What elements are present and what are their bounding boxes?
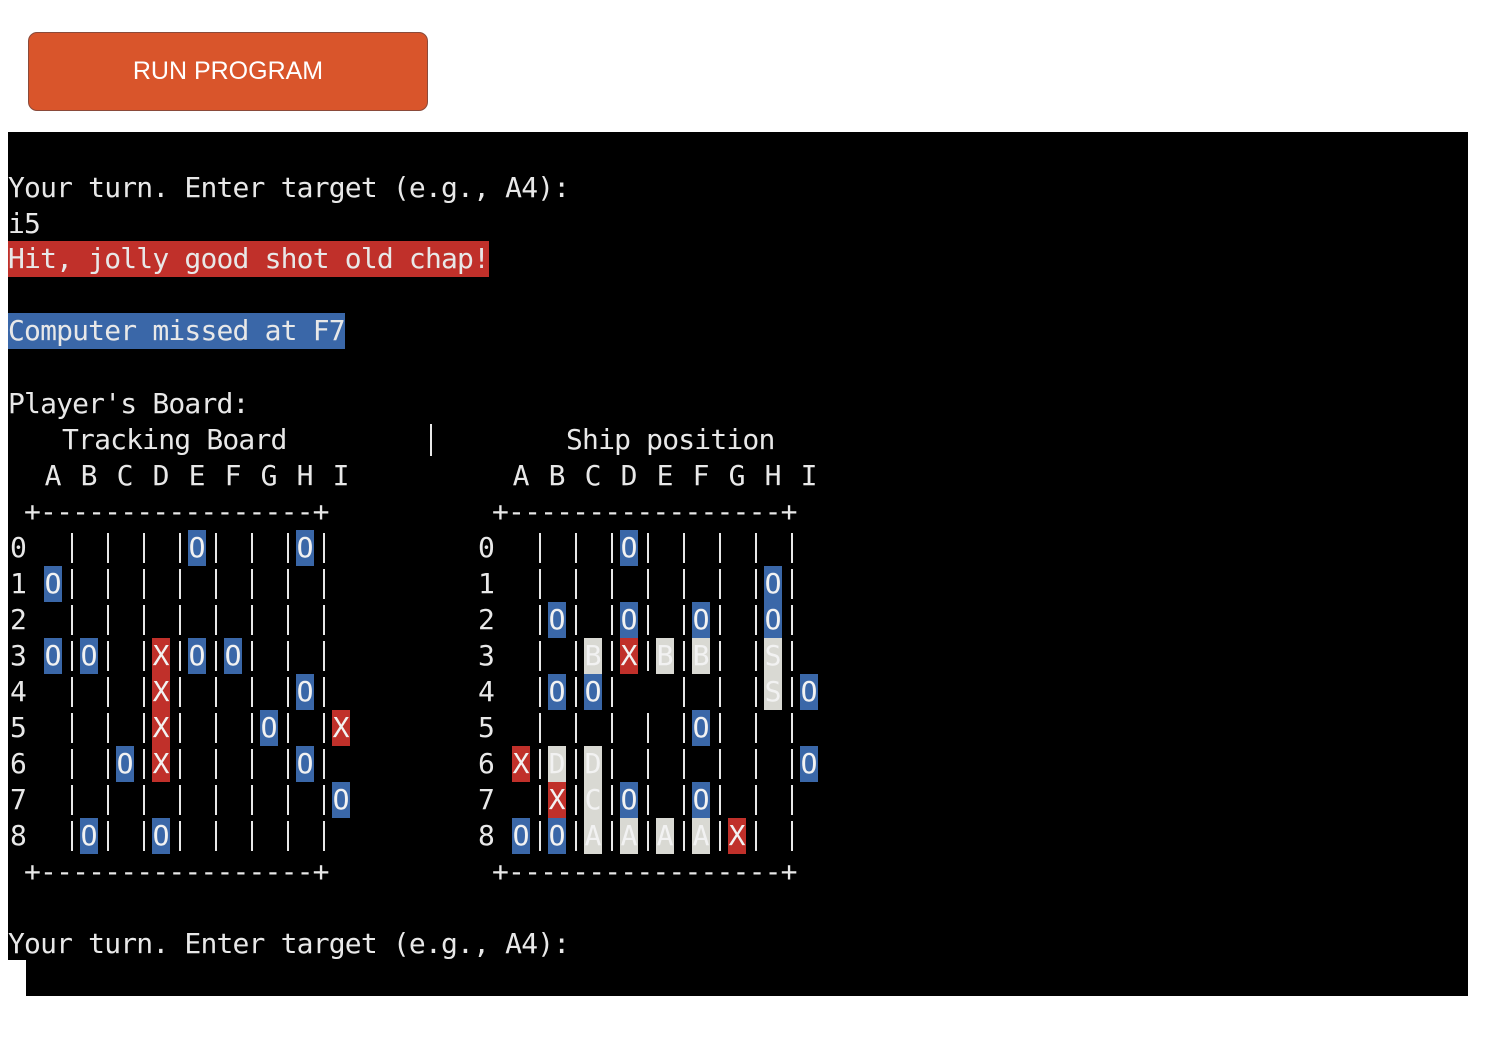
- ship-cell-miss[interactable]: O: [692, 711, 710, 744]
- ship-cell-divider: [719, 713, 721, 743]
- ship-column-label: C: [584, 459, 602, 492]
- ship-cell-miss[interactable]: O: [620, 783, 638, 816]
- ship-cell-divider: [575, 677, 577, 707]
- board-header: Player's Board:: [8, 387, 249, 420]
- ship-cell-divider: [647, 821, 649, 851]
- tracking-cell-divider: [287, 569, 289, 599]
- tracking-cell-divider: [107, 713, 109, 743]
- tracking-border-top: +-----------------+: [24, 495, 329, 528]
- tracking-cell-miss[interactable]: O: [296, 531, 314, 564]
- ship-cell-divider: [683, 821, 685, 851]
- ship-cell-divider: [575, 641, 577, 671]
- tracking-cell-hit[interactable]: X: [152, 747, 170, 780]
- tracking-row-label: 0: [10, 531, 27, 564]
- tracking-cell-divider: [251, 533, 253, 563]
- ship-cell-miss[interactable]: O: [512, 819, 530, 852]
- ship-cell-miss[interactable]: O: [620, 603, 638, 636]
- ship-cell-hit[interactable]: X: [512, 747, 530, 780]
- ship-cell-divider: [791, 677, 793, 707]
- tracking-cell-divider: [71, 569, 73, 599]
- tracking-cell-divider: [143, 749, 145, 779]
- tracking-cell-divider: [323, 749, 325, 779]
- ship-cell-divider: [683, 605, 685, 635]
- ship-cell-divider: [575, 821, 577, 851]
- ship-cell-miss[interactable]: O: [692, 783, 710, 816]
- tracking-cell-divider: [323, 785, 325, 815]
- hit-message: Hit, jolly good shot old chap!: [8, 242, 490, 275]
- tracking-cell-divider: [215, 821, 217, 851]
- tracking-cell-divider: [215, 677, 217, 707]
- ship-board-title: Ship position: [566, 423, 775, 456]
- tracking-cell-divider: [287, 749, 289, 779]
- tracking-column-label: I: [332, 459, 350, 492]
- ship-cell-divider: [791, 749, 793, 779]
- ship-cell-miss[interactable]: O: [800, 675, 818, 708]
- tracking-column-label: G: [260, 459, 278, 492]
- ship-cell-divider: [719, 785, 721, 815]
- tracking-cell-divider: [179, 605, 181, 635]
- tracking-cell-divider: [107, 785, 109, 815]
- tracking-cell-divider: [179, 641, 181, 671]
- tracking-cell-miss[interactable]: O: [44, 639, 62, 672]
- ship-column-label: E: [656, 459, 674, 492]
- tracking-cell-miss[interactable]: O: [188, 639, 206, 672]
- tracking-cell-divider: [107, 605, 109, 635]
- ship-cell-divider: [719, 641, 721, 671]
- ship-cell-divider: [647, 641, 649, 671]
- ship-cell-ship[interactable]: B: [584, 639, 602, 672]
- tracking-column-label: B: [80, 459, 98, 492]
- ship-cell-divider: [539, 749, 541, 779]
- ship-cell-divider: [539, 785, 541, 815]
- ship-border-bottom: +-----------------+: [492, 855, 797, 888]
- tracking-column-label: E: [188, 459, 206, 492]
- ship-cell-miss[interactable]: O: [764, 567, 782, 600]
- ship-cell-divider: [719, 749, 721, 779]
- ship-cell-divider: [755, 641, 757, 671]
- tracking-row-label: 7: [10, 783, 27, 816]
- ship-cell-hit[interactable]: X: [620, 639, 638, 672]
- ship-cell-ship[interactable]: A: [620, 819, 638, 852]
- tracking-cell-divider: [251, 677, 253, 707]
- ship-cell-ship[interactable]: D: [548, 747, 566, 780]
- ship-cell-divider: [539, 821, 541, 851]
- tracking-cell-miss[interactable]: O: [224, 639, 242, 672]
- tracking-row-label: 8: [10, 819, 27, 852]
- ship-cell-divider: [611, 533, 613, 563]
- ship-cell-ship[interactable]: C: [584, 783, 602, 816]
- tracking-cell-divider: [215, 749, 217, 779]
- tracking-cell-miss[interactable]: O: [152, 819, 170, 852]
- ship-cell-divider: [683, 749, 685, 779]
- tracking-cell-divider: [143, 821, 145, 851]
- ship-cell-divider: [647, 533, 649, 563]
- ship-cell-ship[interactable]: B: [692, 639, 710, 672]
- ship-cell-divider: [647, 605, 649, 635]
- ship-cell-divider: [683, 713, 685, 743]
- tracking-cell-divider: [143, 713, 145, 743]
- ship-row-label: 4: [478, 675, 495, 708]
- ship-cell-ship[interactable]: A: [656, 819, 674, 852]
- ship-cell-miss[interactable]: O: [548, 675, 566, 708]
- tracking-column-label: A: [44, 459, 62, 492]
- tracking-cell-miss[interactable]: O: [80, 819, 98, 852]
- tracking-cell-miss[interactable]: O: [296, 747, 314, 780]
- ship-cell-divider: [575, 533, 577, 563]
- ship-column-label: D: [620, 459, 638, 492]
- ship-cell-divider: [575, 569, 577, 599]
- ship-cell-divider: [791, 569, 793, 599]
- tracking-cell-miss[interactable]: O: [80, 639, 98, 672]
- ship-cell-divider: [575, 785, 577, 815]
- tracking-cell-divider: [107, 749, 109, 779]
- tracking-cell-divider: [287, 533, 289, 563]
- ship-row-label: 7: [478, 783, 495, 816]
- tracking-cell-divider: [251, 749, 253, 779]
- run-program-button[interactable]: RUN PROGRAM: [28, 32, 428, 111]
- ship-cell-divider: [539, 533, 541, 563]
- tracking-cell-divider: [251, 713, 253, 743]
- tracking-cell-divider: [215, 533, 217, 563]
- prompt-line-2: Your turn. Enter target (e.g., A4):: [8, 927, 570, 960]
- ship-cell-divider: [647, 785, 649, 815]
- ship-cell-divider: [755, 533, 757, 563]
- tracking-cell-divider: [215, 605, 217, 635]
- ship-cell-ship[interactable]: A: [584, 819, 602, 852]
- tracking-cell-divider: [71, 641, 73, 671]
- tracking-cell-miss[interactable]: O: [188, 531, 206, 564]
- ship-column-label: G: [728, 459, 746, 492]
- tracking-cell-divider: [287, 605, 289, 635]
- ship-row-label: 2: [478, 603, 495, 636]
- tracking-cell-divider: [287, 785, 289, 815]
- ship-cell-divider: [575, 749, 577, 779]
- tracking-cell-hit[interactable]: X: [152, 639, 170, 672]
- tracking-cell-divider: [323, 677, 325, 707]
- tracking-cell-divider: [251, 605, 253, 635]
- tracking-row-label: 6: [10, 747, 27, 780]
- tracking-cell-divider: [179, 749, 181, 779]
- ship-cell-divider: [611, 713, 613, 743]
- tracking-row-label: 1: [10, 567, 27, 600]
- tracking-cell-divider: [251, 569, 253, 599]
- ship-cell-divider: [683, 533, 685, 563]
- ship-cell-miss[interactable]: O: [548, 603, 566, 636]
- ship-cell-ship[interactable]: B: [656, 639, 674, 672]
- ship-cell-divider: [539, 677, 541, 707]
- tracking-column-label: C: [116, 459, 134, 492]
- tracking-cell-divider: [179, 785, 181, 815]
- tracking-cell-miss[interactable]: O: [260, 711, 278, 744]
- ship-cell-divider: [683, 677, 685, 707]
- ship-cell-divider: [719, 605, 721, 635]
- tracking-cell-divider: [107, 533, 109, 563]
- tracking-cell-divider: [323, 641, 325, 671]
- tracking-cell-divider: [287, 641, 289, 671]
- tracking-cell-divider: [71, 605, 73, 635]
- ship-cell-hit[interactable]: X: [548, 783, 566, 816]
- tracking-row-label: 5: [10, 711, 27, 744]
- computer-message: Computer missed at F7: [8, 314, 345, 347]
- ship-column-label: F: [692, 459, 710, 492]
- board-separator: [430, 424, 432, 456]
- ship-cell-divider: [755, 785, 757, 815]
- ship-cell-ship[interactable]: S: [764, 675, 782, 708]
- ship-cell-divider: [611, 569, 613, 599]
- tracking-cell-divider: [71, 749, 73, 779]
- tracking-row-label: 3: [10, 639, 27, 672]
- tracking-column-label: H: [296, 459, 314, 492]
- tracking-cell-divider: [107, 641, 109, 671]
- ship-cell-divider: [611, 785, 613, 815]
- ship-cell-divider: [719, 821, 721, 851]
- ship-cell-divider: [647, 569, 649, 599]
- tracking-cell-miss[interactable]: O: [296, 675, 314, 708]
- tracking-cell-divider: [323, 533, 325, 563]
- ship-cell-miss[interactable]: O: [764, 603, 782, 636]
- ship-cell-divider: [719, 533, 721, 563]
- ship-cell-divider: [611, 749, 613, 779]
- ship-cell-miss[interactable]: O: [548, 819, 566, 852]
- ship-column-label: B: [548, 459, 566, 492]
- terminal-notch: [8, 960, 26, 1000]
- ship-cell-divider: [755, 749, 757, 779]
- tracking-cell-miss[interactable]: O: [116, 747, 134, 780]
- ship-cell-hit[interactable]: X: [728, 819, 746, 852]
- tracking-border-bottom: +-----------------+: [24, 855, 329, 888]
- ship-cell-divider: [575, 713, 577, 743]
- ship-cell-divider: [791, 821, 793, 851]
- ship-row-label: 6: [478, 747, 495, 780]
- tracking-cell-divider: [71, 533, 73, 563]
- tracking-cell-divider: [71, 821, 73, 851]
- ship-cell-divider: [575, 605, 577, 635]
- prompt-line-1: Your turn. Enter target (e.g., A4):: [8, 171, 570, 204]
- tracking-column-label: D: [152, 459, 170, 492]
- ship-cell-divider: [791, 641, 793, 671]
- tracking-cell-divider: [71, 785, 73, 815]
- tracking-cell-divider: [323, 569, 325, 599]
- tracking-cell-divider: [179, 713, 181, 743]
- ship-cell-miss[interactable]: O: [620, 531, 638, 564]
- tracking-cell-divider: [71, 713, 73, 743]
- ship-row-label: 8: [478, 819, 495, 852]
- ship-cell-divider: [647, 713, 649, 743]
- tracking-cell-divider: [107, 677, 109, 707]
- ship-cell-divider: [683, 641, 685, 671]
- ship-cell-miss[interactable]: O: [692, 603, 710, 636]
- ship-row-label: 5: [478, 711, 495, 744]
- tracking-cell-divider: [323, 605, 325, 635]
- tracking-cell-divider: [215, 641, 217, 671]
- tracking-cell-hit[interactable]: X: [152, 675, 170, 708]
- tracking-row-label: 2: [10, 603, 27, 636]
- ship-cell-divider: [791, 713, 793, 743]
- ship-cell-divider: [755, 569, 757, 599]
- tracking-cell-divider: [287, 713, 289, 743]
- ship-cell-divider: [755, 605, 757, 635]
- ship-cell-divider: [611, 821, 613, 851]
- ship-cell-divider: [791, 533, 793, 563]
- tracking-cell-miss[interactable]: O: [332, 783, 350, 816]
- ship-cell-divider: [755, 821, 757, 851]
- tracking-cell-divider: [179, 533, 181, 563]
- tracking-cell-divider: [215, 569, 217, 599]
- tracking-cell-divider: [323, 821, 325, 851]
- ship-row-label: 3: [478, 639, 495, 672]
- tracking-cell-divider: [143, 641, 145, 671]
- ship-cell-ship[interactable]: D: [584, 747, 602, 780]
- ship-cell-divider: [755, 677, 757, 707]
- ship-cell-divider: [791, 785, 793, 815]
- tracking-cell-divider: [287, 821, 289, 851]
- ship-cell-divider: [539, 641, 541, 671]
- tracking-cell-hit[interactable]: X: [152, 711, 170, 744]
- input-line-1: i5: [8, 207, 41, 240]
- tracking-cell-divider: [251, 785, 253, 815]
- ship-cell-divider: [539, 605, 541, 635]
- tracking-row-label: 4: [10, 675, 27, 708]
- tracking-cell-divider: [107, 569, 109, 599]
- ship-cell-divider: [611, 677, 613, 707]
- tracking-cell-divider: [251, 821, 253, 851]
- tracking-cell-divider: [71, 677, 73, 707]
- tracking-column-label: F: [224, 459, 242, 492]
- ship-cell-divider: [539, 713, 541, 743]
- tracking-cell-divider: [143, 533, 145, 563]
- tracking-cell-divider: [179, 569, 181, 599]
- ship-cell-ship[interactable]: S: [764, 639, 782, 672]
- tracking-cell-hit[interactable]: X: [332, 711, 350, 744]
- ship-cell-divider: [611, 641, 613, 671]
- ship-column-label: A: [512, 459, 530, 492]
- ship-cell-miss[interactable]: O: [584, 675, 602, 708]
- ship-cell-divider: [647, 749, 649, 779]
- ship-cell-ship[interactable]: A: [692, 819, 710, 852]
- ship-cell-divider: [791, 605, 793, 635]
- tracking-cell-divider: [107, 821, 109, 851]
- ship-cell-divider: [683, 785, 685, 815]
- ship-cell-divider: [539, 569, 541, 599]
- tracking-cell-divider: [251, 641, 253, 671]
- ship-cell-divider: [719, 677, 721, 707]
- ship-column-label: H: [764, 459, 782, 492]
- ship-cell-divider: [683, 569, 685, 599]
- ship-row-label: 1: [478, 567, 495, 600]
- tracking-cell-divider: [215, 713, 217, 743]
- ship-cell-miss[interactable]: O: [800, 747, 818, 780]
- tracking-board-title: Tracking Board: [62, 423, 287, 456]
- ship-cell-divider: [755, 713, 757, 743]
- tracking-cell-divider: [215, 785, 217, 815]
- ship-column-label: I: [800, 459, 818, 492]
- ship-cell-divider: [719, 569, 721, 599]
- tracking-cell-divider: [143, 569, 145, 599]
- tracking-cell-divider: [179, 677, 181, 707]
- ship-row-label: 0: [478, 531, 495, 564]
- tracking-cell-divider: [143, 605, 145, 635]
- ship-border-top: +-----------------+: [492, 495, 797, 528]
- ship-cell-divider: [611, 605, 613, 635]
- tracking-cell-divider: [143, 677, 145, 707]
- tracking-cell-divider: [179, 821, 181, 851]
- tracking-cell-divider: [323, 713, 325, 743]
- tracking-cell-miss[interactable]: O: [44, 567, 62, 600]
- tracking-cell-divider: [143, 785, 145, 815]
- tracking-cell-divider: [287, 677, 289, 707]
